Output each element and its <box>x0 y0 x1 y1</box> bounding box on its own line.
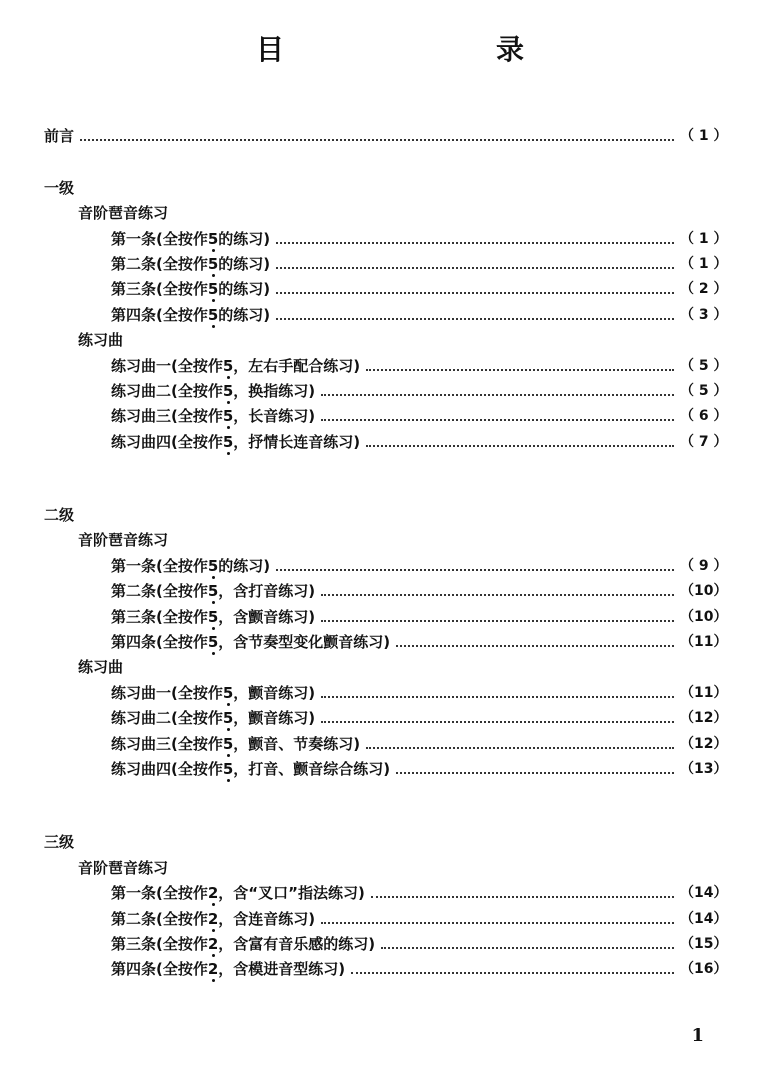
level-heading: 三级 <box>44 833 75 852</box>
dot-leader <box>321 921 674 924</box>
entry-prefix: 第三条(全按作 <box>111 934 208 953</box>
dot-leader <box>276 291 674 294</box>
toc-page-ref: （14） <box>680 885 728 902</box>
dot-leader <box>321 593 674 596</box>
section-gap <box>44 145 720 171</box>
entry-suffix: ，颤音练习) <box>233 709 316 728</box>
toc-entry <box>44 248 728 273</box>
toc-entry <box>44 953 728 979</box>
toc-entry-label <box>111 407 315 425</box>
level-heading: 一级 <box>44 178 75 197</box>
toc-entry <box>44 877 728 903</box>
entry-suffix: ，含富有音乐感的练习) <box>218 934 376 953</box>
dot-leader <box>80 138 674 141</box>
toc-page-ref: （ 6 ） <box>680 408 728 425</box>
toc-entry <box>44 222 728 248</box>
entry-suffix: ，颤音、节奏练习) <box>233 734 361 753</box>
jianpu-note-low: 5 <box>207 633 219 652</box>
toc-page-ref: （ 7 ） <box>680 433 728 450</box>
jianpu-note-low: 2 <box>207 909 219 928</box>
toc-entry-label <box>111 960 345 978</box>
toc-entry-label <box>111 557 270 575</box>
dot-leader <box>321 695 674 698</box>
dot-leader <box>351 971 674 974</box>
jianpu-note-low: 2 <box>207 934 219 953</box>
jianpu-note-low: 2 <box>207 960 219 979</box>
entry-suffix: 的练习) <box>218 280 271 299</box>
toc-entry-label <box>111 760 390 778</box>
entry-prefix: 第三条(全按作 <box>111 607 208 626</box>
toc-page-ref: （10） <box>680 608 728 625</box>
jianpu-note-low: 5 <box>207 229 219 248</box>
toc-entry <box>44 753 728 778</box>
dot-leader <box>321 619 674 622</box>
entry-suffix: ，含模进音型练习) <box>218 960 346 979</box>
entry-prefix: 练习曲二(全按作 <box>111 709 223 728</box>
entry-prefix: 第二条(全按作 <box>111 582 208 601</box>
toc-page-ref: （ 9 ） <box>680 557 728 574</box>
toc-entry-label <box>111 582 315 600</box>
toc-entry-label <box>111 306 270 324</box>
level-heading: 二级 <box>44 506 75 525</box>
entry-prefix: 练习曲三(全按作 <box>111 407 223 426</box>
toc-entry-label: 前言 <box>44 127 75 146</box>
entry-suffix: ，换指练习) <box>233 381 316 400</box>
entry-prefix: 第四条(全按作 <box>111 633 208 652</box>
toc-page-ref: （16） <box>680 961 728 978</box>
toc-page-ref: （ 1 ） <box>680 230 728 247</box>
toc-entry <box>44 626 728 652</box>
toc-entry-label <box>111 382 315 400</box>
toc-page-ref: （ 3 ） <box>680 306 728 323</box>
entry-prefix: 练习曲四(全按作 <box>111 759 223 778</box>
jianpu-note-low: 5 <box>207 280 219 299</box>
toc-page-ref: （10） <box>680 583 728 600</box>
entry-suffix: ，含颤音练习) <box>218 607 316 626</box>
toc-page-ref: （12） <box>680 710 728 727</box>
dot-leader <box>276 241 674 244</box>
section-gap <box>44 778 720 826</box>
toc-page-ref: （ 1 ） <box>680 128 728 145</box>
jianpu-note-low: 5 <box>207 582 219 601</box>
entry-suffix: ，打音、颤音综合练习) <box>233 759 391 778</box>
entry-prefix: 第一条(全按作 <box>111 884 208 903</box>
jianpu-note-low: 5 <box>222 734 234 753</box>
section-heading: 练习曲 <box>78 331 124 350</box>
section-heading: 音阶琶音练习 <box>78 531 169 550</box>
toc-entry <box>44 575 728 601</box>
toc-entry <box>44 349 728 375</box>
jianpu-note-low: 2 <box>207 884 219 903</box>
dot-leader <box>321 720 674 723</box>
jianpu-note-low: 5 <box>222 381 234 400</box>
section-gap <box>44 451 720 499</box>
toc-entry-label <box>111 255 270 273</box>
entry-suffix: ，含连音练习) <box>218 909 316 928</box>
entry-suffix: 的练习) <box>218 254 271 273</box>
dot-leader <box>366 746 674 749</box>
dot-leader <box>276 266 674 269</box>
toc-page-ref: （11） <box>680 684 728 701</box>
section-heading: 音阶琶音练习 <box>78 204 169 223</box>
jianpu-note-low: 5 <box>207 305 219 324</box>
entry-prefix: 第四条(全按作 <box>111 305 208 324</box>
entry-prefix: 第三条(全按作 <box>111 280 208 299</box>
section-heading: 音阶琶音练习 <box>78 858 169 877</box>
toc-entry <box>44 400 728 426</box>
toc-page-ref: （13） <box>680 760 728 777</box>
toc-entry-label <box>111 230 270 248</box>
toc-entry <box>44 676 728 702</box>
toc-page-ref: （ 1 ） <box>680 255 728 272</box>
entry-prefix: 练习曲三(全按作 <box>111 734 223 753</box>
entry-suffix: 的练习) <box>218 229 271 248</box>
toc-page-ref: （ 2 ） <box>680 281 728 298</box>
entry-suffix: ，颤音练习) <box>233 683 316 702</box>
toc-entry <box>44 298 728 324</box>
dot-leader <box>366 444 674 447</box>
toc-entry-label <box>111 280 270 298</box>
entry-suffix: ，左右手配合练习) <box>233 356 361 375</box>
entry-prefix: 第四条(全按作 <box>111 960 208 979</box>
toc-entry <box>44 928 728 953</box>
section-heading: 练习曲 <box>78 658 124 677</box>
toc-entry <box>44 549 728 575</box>
toc-entry-label <box>111 633 390 651</box>
entry-suffix: ，含打音练习) <box>218 582 316 601</box>
entry-prefix: 练习曲一(全按作 <box>111 683 223 702</box>
toc-page-ref: （15） <box>680 935 728 952</box>
toc-entry <box>44 902 728 928</box>
jianpu-note-low: 5 <box>207 254 219 273</box>
page-title: 目 录 <box>255 33 576 66</box>
entry-prefix: 第二条(全按作 <box>111 254 208 273</box>
jianpu-note-low: 5 <box>222 407 234 426</box>
page-number: 1 <box>691 1025 704 1046</box>
toc-entry-label <box>111 433 360 451</box>
entry-prefix: 第一条(全按作 <box>111 556 208 575</box>
toc-entry-label <box>111 709 315 727</box>
toc-entry-label <box>111 608 315 626</box>
dot-leader <box>381 946 674 949</box>
jianpu-note-low: 5 <box>207 556 219 575</box>
jianpu-note-low: 5 <box>222 709 234 728</box>
entry-prefix: 第二条(全按作 <box>111 909 208 928</box>
entry-prefix: 练习曲一(全按作 <box>111 356 223 375</box>
toc-entry <box>44 425 728 451</box>
toc-page-ref: （ 5 ） <box>680 357 728 374</box>
toc-entry <box>44 273 728 299</box>
entry-prefix: 第一条(全按作 <box>111 229 208 248</box>
jianpu-note-low: 5 <box>222 356 234 375</box>
dot-leader <box>276 568 674 571</box>
toc-page-ref: （12） <box>680 735 728 752</box>
toc-entry-label <box>111 910 315 928</box>
toc-entry-label <box>111 884 365 902</box>
jianpu-note-low: 5 <box>222 683 234 702</box>
toc-entry-preface <box>44 120 728 146</box>
entry-suffix: 的练习) <box>218 556 271 575</box>
jianpu-note-low: 5 <box>222 432 234 451</box>
toc-entry <box>44 702 728 728</box>
toc-entry-label <box>111 935 375 953</box>
toc-entry <box>44 375 728 400</box>
toc-page-ref: （11） <box>680 634 728 651</box>
table-of-contents <box>44 120 728 979</box>
toc-entry-label <box>111 684 315 702</box>
entry-suffix: ，抒情长连音练习) <box>233 432 361 451</box>
dot-leader <box>371 895 674 898</box>
toc-entry <box>44 727 728 753</box>
entry-suffix: ，含节奏型变化颤音练习) <box>218 633 391 652</box>
entry-prefix: 练习曲四(全按作 <box>111 432 223 451</box>
entry-prefix: 练习曲二(全按作 <box>111 381 223 400</box>
entry-suffix: ，含“叉口”指法练习) <box>218 884 365 903</box>
toc-page-ref: （14） <box>680 910 728 927</box>
dot-leader <box>366 368 674 371</box>
dot-leader <box>321 393 674 396</box>
dot-leader <box>396 771 674 774</box>
dot-leader <box>396 644 674 647</box>
toc-entry-label <box>111 735 360 753</box>
dot-leader <box>276 317 674 320</box>
jianpu-note-low: 5 <box>222 759 234 778</box>
toc-page-ref: （ 5 ） <box>680 382 728 399</box>
dot-leader <box>321 418 674 421</box>
entry-suffix: 的练习) <box>218 305 271 324</box>
toc-entry <box>44 600 728 626</box>
jianpu-note-low: 5 <box>207 607 219 626</box>
entry-suffix: ，长音练习) <box>233 407 316 426</box>
toc-entry-label <box>111 357 360 375</box>
